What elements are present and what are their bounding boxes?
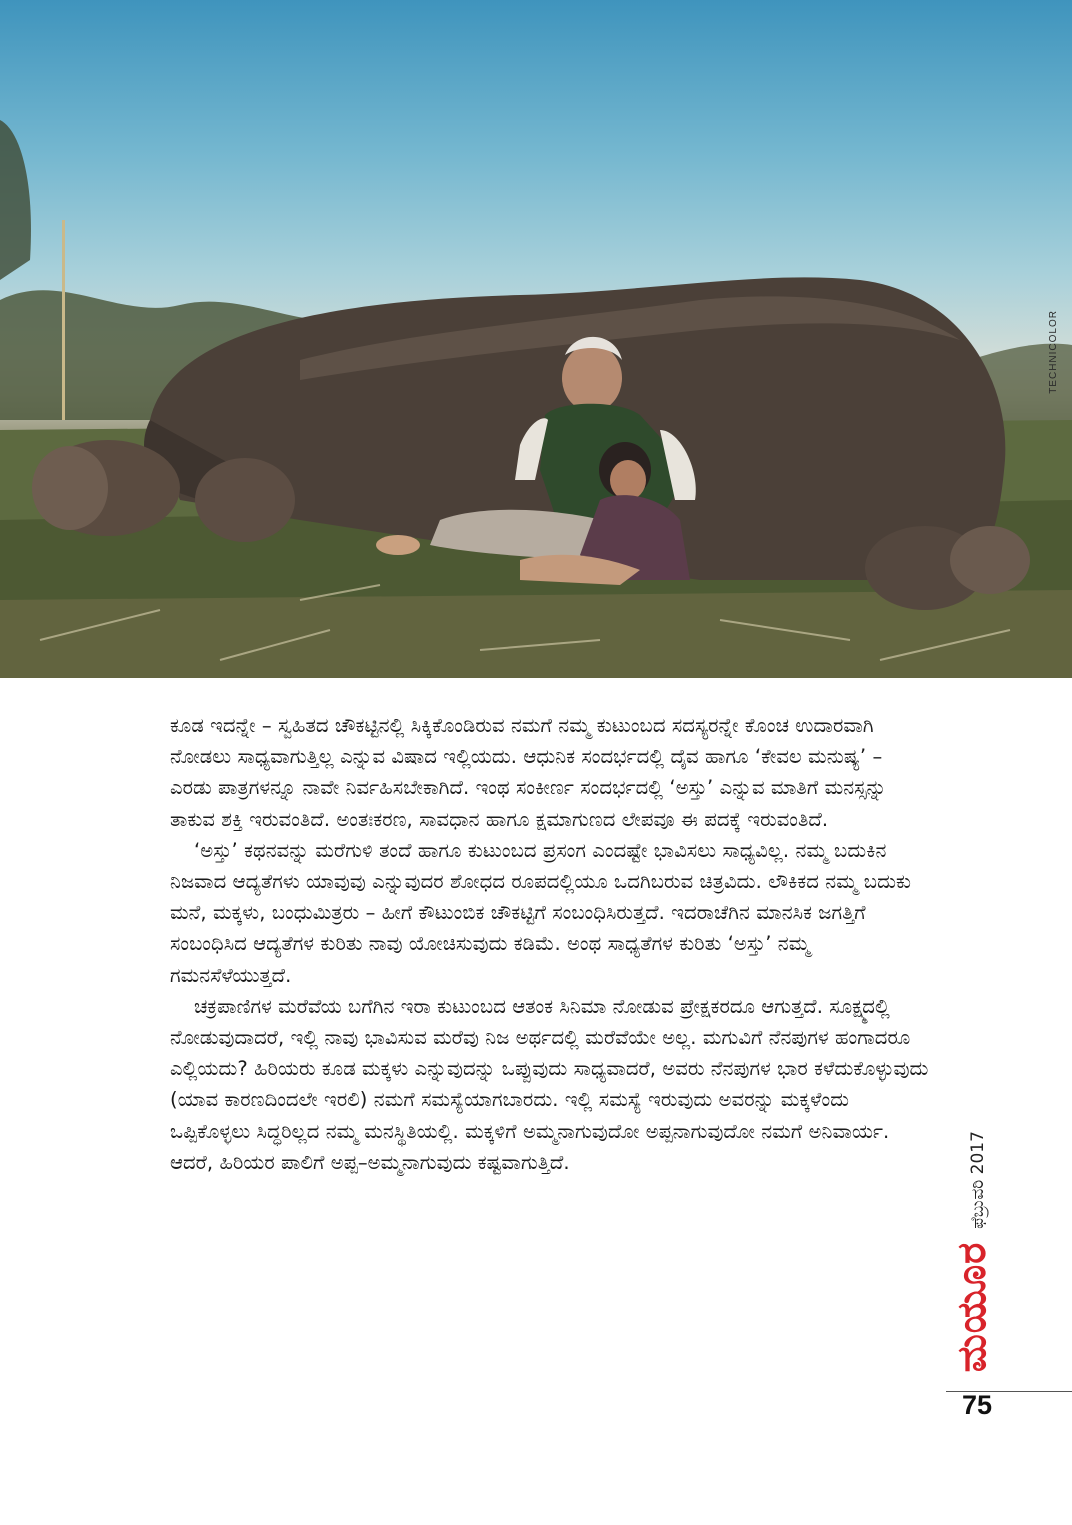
page-number: 75	[962, 1390, 993, 1420]
paragraph-2: ‘ಅಸ್ತು’ ಕಥನವನ್ನು ಮರೆಗುಳಿ ತಂದೆ ಹಾಗೂ ಕುಟುಂಬದ ಪ್ರಸಂಗ ಎಂದಷ್ಟೇ ಭಾವಿಸಲು ಸಾಧ್ಯವಿಲ್ಲ. ನಮ್ಮ ಬದುಕಿನ ನಿಜವಾದ ಆದ್ಯತೆಗಳು ಯಾವುವು ಎನ್ನುವುದರ ಶೋಧದ ರೂಪದಲ್ಲಿಯೂ ಒದಗಿಬರುವ ಚಿತ್ರವಿದು. ಲೌಕಿಕದ ನಮ್ಮ ಬದುಕು ಮನೆ, ಮಕ್ಕಳು, ಬಂಧುಮಿತ್ರರು – ಹೀಗೆ ಕೌಟುಂಬಿಕ ಚೌಕಟ್ಟಿಗೆ ಸಂಬಂಧಿಸಿರುತ್ತದೆ. ಇದರಾಚೆಗಿನ ಮಾನಸಿಕ ಜಗತ್ತಿಗೆ ಸಂಬಂಧಿಸಿದ ಆದ್ಯತೆಗಳ ಕುರಿತು ನಾವು ಯೋಚಿಸುವುದು ಕಡಿಮೆ. ಅಂಥ ಸಾಧ್ಯತೆಗಳ ಕುರಿತು ‘ಅಸ್ತು’ ನಮ್ಮ ಗಮನಸೆಳೆಯುತ್ತದೆ.	[170, 838, 912, 987]
magazine-masthead	[944, 1232, 1000, 1382]
paragraph-3: ಚಕ್ರಪಾಣಿಗಳ ಮರೆವೆಯ ಬಗೆಗಿನ ಇರಾ ಕುಟುಂಬದ ಆತಂಕ ಸಿನಿಮಾ ನೋಡುವ ಪ್ರೇಕ್ಷಕರದೂ ಆಗುತ್ತದೆ. ಸೂಕ್ಷ್ಮದಲ್ಲಿ ನೋಡುವುದಾದರೆ, ಇಲ್ಲಿ ನಾವು ಭಾವಿಸುವ ಮರೆವು ನಿಜ ಅರ್ಥದಲ್ಲಿ ಮರೆವೆಯೇ ಅಲ್ಲ. ಮಗುವಿಗೆ ನೆನಪುಗಳ ಹಂಗಾದರೂ ಎಲ್ಲಿಯದು? ಹಿರಿಯರು ಕೂಡ ಮಕ್ಕಳು ಎನ್ನುವುದನ್ನು ಒಪ್ಪುವುದು ಸಾಧ್ಯವಾದರೆ, ಅವರು ನೆನಪುಗಳ ಭಾರ ಕಳೆದುಕೊಳ್ಳುವುದು (ಯಾವ ಕಾರಣದಿಂದಲೇ ಇರಲಿ) ನಮಗೆ ಸಮಸ್ಯೆಯಾಗಬಾರದು. ಇಲ್ಲಿ ಸಮಸ್ಯೆ ಇರುವುದು ಅವರನ್ನು ಮಕ್ಕಳೆಂದು ಒಪ್ಪಿಕೊಳ್ಳಲು ಸಿದ್ಧರಿಲ್ಲದ ನಮ್ಮ ಮನಸ್ಥಿತಿಯಲ್ಲಿ. ಮಕ್ಕಳಿಗೆ ಅಮ್ಮನಾಗುವುದೋ ಅಪ್ಪನಾಗುವುದೋ ನಮಗೆ ಅನಿವಾರ್ಯ. ಆದರೆ, ಹಿರಿಯರ ಪಾಲಿಗೆ ಅಪ್ಪ–ಅಮ್ಮನಾಗುವುದು ಕಷ್ಟವಾಗುತ್ತಿದೆ.	[170, 994, 929, 1174]
photo-old-man-child-elephant-icon	[0, 0, 1072, 678]
issue-date	[958, 1131, 998, 1229]
article-body	[170, 710, 930, 1178]
issue-date-text: ಫೆಬ್ರುವರಿ 2017	[968, 1131, 988, 1229]
magazine-masthead-text: ಮಯೂರ	[949, 1241, 995, 1373]
paragraph-1: ಕೂಡ ಇದನ್ನೇ – ಸ್ವಹಿತದ ಚೌಕಟ್ಟಿನಲ್ಲಿ ಸಿಕ್ಕಿಕೊಂಡಿರುವ ನಮಗೆ ನಮ್ಮ ಕುಟುಂಬದ ಸದಸ್ಯರನ್ನೇ ಕೊಂಚ ಉದಾರವಾಗಿ ನೋಡಲು ಸಾಧ್ಯವಾಗುತ್ತಿಲ್ಲ ಎನ್ನುವ ವಿಷಾದ ಇಲ್ಲಿಯದು. ಆಧುನಿಕ ಸಂದರ್ಭದಲ್ಲಿ ದೈವ ಹಾಗೂ ‘ಕೇವಲ ಮನುಷ್ಯ’ – ಎರಡು ಪಾತ್ರಗಳನ್ನೂ ನಾವೇ ನಿರ್ವಹಿಸಬೇಕಾಗಿದೆ. ಇಂಥ ಸಂಕೀರ್ಣ ಸಂದರ್ಭದಲ್ಲಿ ‘ಅಸ್ತು’ ಎನ್ನುವ ಮಾತಿಗೆ ಮನಸ್ಸನ್ನು ತಾಕುವ ಶಕ್ತಿ ಇರುವಂತಿದೆ. ಅಂತಃಕರಣ, ಸಾವಧಾನ ಹಾಗೂ ಕ್ಷಮಾಗುಣದ ಲೇಪವೂ ಈ ಪದಕ್ಕೆ ಇರುವಂತಿದೆ.	[170, 714, 887, 831]
photo-credit: TECHNICOLOR	[1048, 310, 1059, 394]
article-photo	[0, 0, 1072, 678]
